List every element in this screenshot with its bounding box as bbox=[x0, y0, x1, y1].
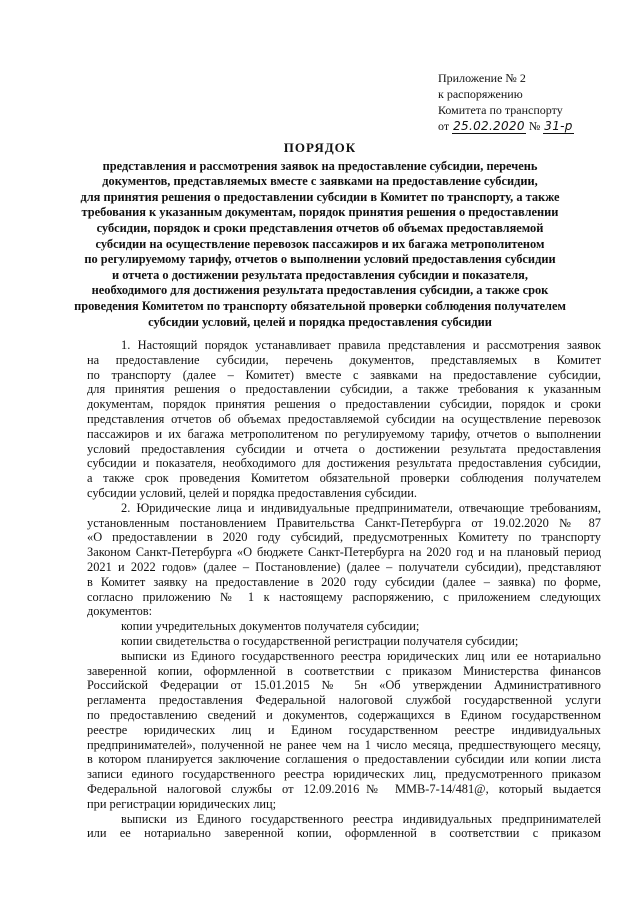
text-line: установленным постановлением Правительства Санкт-Петербурга от 19.02.2020 № 87 bbox=[87, 515, 601, 530]
text-line: пассажиров и их багажа метрополитеном по регулируемому тарифу, отчетов о выполнении bbox=[87, 426, 601, 441]
text-line: а также срок проведения Комитетом обязательной проверки соблюдения получателем bbox=[87, 471, 601, 486]
text-line: реестре юридических лиц и Едином государственном реестре индивидуальных bbox=[87, 722, 601, 737]
text-line: предпринимателей», полученной не ранее чем на 1 число месяца, предшествующего месяцу, bbox=[87, 737, 601, 752]
paragraph-3 bbox=[87, 649, 601, 812]
text-line: Российской Федерации от 15.01.2015 № 5н «Об утверждении Административного bbox=[87, 678, 601, 693]
appendix-block bbox=[438, 70, 628, 134]
title-line: документов, представляемых вместе с заявками на предоставление субсидии, bbox=[102, 174, 538, 189]
title-line: субсидии на осуществление перевозок пассажиров и их багажа метрополитеном bbox=[95, 236, 545, 251]
text-line: по транспорту (далее – Комитет) вместе с заявками на предоставление субсидии, bbox=[87, 367, 601, 382]
number-prefix: № bbox=[528, 119, 541, 133]
text-line: или ее нотариально заверенной копии, оформленной в соответствии с приказом bbox=[87, 826, 601, 841]
text-line: 1. Настоящий порядок устанавливает правила представления и рассмотрения заявок bbox=[121, 338, 601, 352]
title-line: представления и рассмотрения заявок на предоставление субсидии, перечень bbox=[102, 158, 538, 173]
text-line: субсидии условий, целей и порядка предоставления субсидии. bbox=[87, 485, 418, 500]
text-line: заверенной копии, оформленной в соответствии с приказом Министерства финансов bbox=[87, 663, 601, 678]
text-line: в котором планируется заключение соглашения о предоставлении субсидии или копии листа bbox=[87, 752, 601, 767]
document-title bbox=[40, 140, 600, 330]
list-item: копии учредительных документов получателя субсидии; bbox=[121, 619, 420, 634]
handwritten-date: 25.02.2020 bbox=[453, 119, 525, 133]
appendix-line-2: к распоряжению bbox=[438, 87, 523, 101]
text-line: при регистрации юридических лиц; bbox=[87, 796, 277, 811]
list-item: копии свидетельства о государственной регистрации получателя субсидии; bbox=[121, 633, 519, 648]
text-line: Законом Санкт-Петербурга «О бюджете Санкт-Петербурга на 2020 год и на плановый период bbox=[87, 545, 601, 560]
text-line: записи единого государственного реестра юридических лиц, предусмотренного приказом bbox=[87, 767, 601, 782]
title-line: по регулируемому тарифу, отчетов о выполнении условий предоставления субсидии bbox=[84, 252, 556, 267]
text-line: согласно приложению № 1 к настоящему распоряжению, с приложением следующих bbox=[87, 589, 601, 604]
text-line: представления отчетов об объемах предоставляемой субсидии на осуществление перевозок bbox=[87, 411, 601, 426]
text-line: на предоставление субсидии, перечень документов, представляемых в Комитет bbox=[87, 352, 601, 367]
text-line: в Комитет заявку на предоставление в 2020 году субсидии (далее – заявка) по форме, bbox=[87, 574, 601, 589]
paragraph-2 bbox=[87, 501, 601, 619]
document-body bbox=[87, 338, 601, 841]
paragraph-1 bbox=[87, 338, 601, 501]
appendix-line-1: Приложение № 2 bbox=[438, 71, 526, 85]
appendix-line-3: Комитета по транспорту bbox=[438, 103, 563, 117]
text-line: документов: bbox=[87, 604, 153, 619]
text-line: выписки из Единого государственного реестра индивидуальных предпринимателей bbox=[121, 811, 601, 826]
title-line: субсидии условий, целей и порядка предоставления субсидии bbox=[148, 314, 492, 329]
text-line: 2021 и 2022 годов» (далее – Постановление) (далее – получатели субсидии), представляют bbox=[87, 559, 601, 574]
text-line: по предоставлению сведений и документов, содержащихся в Едином государственном bbox=[87, 707, 601, 722]
date-prefix: от bbox=[438, 119, 450, 133]
text-line: субсидии и показателя, необходимого для достижения результата предоставления субсидии, bbox=[87, 456, 601, 471]
title-line: субсидии, порядок и сроки представления отчетов об объемах предоставляемой bbox=[96, 220, 544, 235]
title-line: проведения Комитетом по транспорту обязательной проверки соблюдения получателем bbox=[74, 298, 566, 313]
text-line: Федеральной налоговой службы от 12.09.2016№ ММВ-7-14/481@, который выдается bbox=[87, 781, 601, 796]
title-line: необходимого для достижения результата предоставления субсидии, а также срок bbox=[91, 283, 549, 298]
text-line: «О предоставлении в 2020 году субсидий, предусмотренных Комитету по транспорту bbox=[87, 530, 601, 545]
title-heading: ПОРЯДОК bbox=[283, 140, 357, 155]
title-line: и отчета о достижении результата предоставления субсидии и показателя, bbox=[112, 267, 528, 282]
title-line: для принятия решения о предоставлении субсидии в Комитет по транспорту, а также bbox=[80, 189, 560, 204]
title-line: требования к указанным документам, порядок принятия решения о предоставлении bbox=[81, 205, 559, 220]
text-line: регламента предоставления Федеральной налоговой службой государственной услуги bbox=[87, 693, 601, 708]
text-line: для принятия решения о предоставлении субсидии, а также требования к указанным bbox=[87, 382, 601, 397]
text-line: 2. Юридические лица и индивидуальные предприниматели, отвечающие требованиям, bbox=[121, 500, 601, 515]
appendix-date-line bbox=[438, 118, 628, 134]
text-line: выписки из Единого государственного реестра юридических лиц или ее нотариально bbox=[121, 648, 601, 663]
text-line: документам, порядок принятия решения о предоставлении субсидии, порядок и сроки bbox=[87, 397, 601, 412]
handwritten-number: 31-р bbox=[544, 119, 573, 133]
paragraph-4 bbox=[87, 812, 601, 842]
text-line: условий предоставления субсидии и отчета о достижении результата предоставления bbox=[87, 441, 601, 456]
